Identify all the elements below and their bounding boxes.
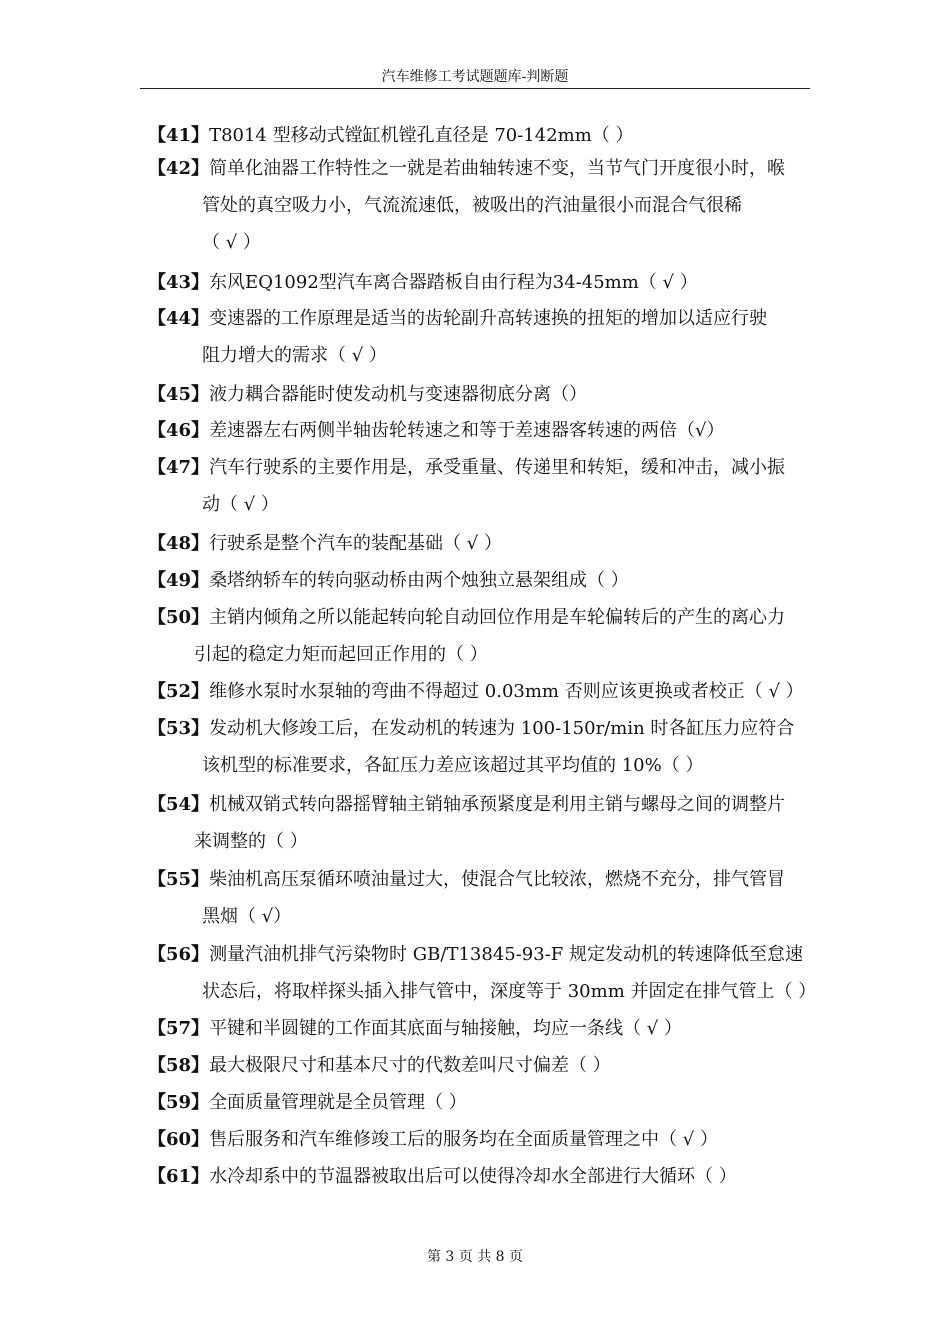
question-text-continued: 状态后，将取样探头插入排气管中，深度等于 30mm 并固定在排气管上（ ）: [202, 981, 817, 1002]
question-54: [148, 786, 812, 860]
question-43: [148, 264, 812, 301]
question-text: 最大极限尺寸和基本尺寸的代数差叫尺寸偏差（ ）: [209, 1055, 611, 1076]
question-text-continued: 动（ √ ）: [202, 494, 279, 515]
question-text: 售后服务和汽车维修竣工后的服务均在全面质量管理之中（ √ ）: [209, 1129, 718, 1150]
question-number: 【50】: [148, 607, 210, 628]
question-text-continued: 阻力增大的需求（ √ ）: [202, 345, 387, 366]
question-number: 【52】: [148, 681, 210, 702]
header-rule: [140, 88, 810, 89]
question-number: 【43】: [148, 272, 210, 293]
question-number: 【45】: [148, 384, 210, 405]
question-number: 【60】: [148, 1129, 210, 1150]
question-number: 【57】: [148, 1018, 210, 1039]
question-48: [148, 525, 812, 562]
question-60: [148, 1121, 812, 1158]
question-number: 【58】: [148, 1055, 210, 1076]
question-text: 行驶系是整个汽车的装配基础（ √ ）: [209, 533, 502, 554]
question-50: [148, 599, 812, 673]
question-55: [148, 861, 812, 935]
question-number: 【55】: [148, 869, 210, 890]
page-header-title: 汽车维修工考试题题库-判断题: [381, 69, 569, 85]
question-text: 简单化油器工作特性之一就是若曲轴转速不变，当节气门开度很小时，喉: [209, 158, 786, 179]
question-text-continued: 管处的真空吸力小，气流流速低，被吸出的汽油量很小而混合气很稀: [202, 195, 742, 216]
question-text-continued: 引起的稳定力矩而起回正作用的（ ）: [194, 644, 488, 665]
question-text: 维修水泵时水泵轴的弯曲不得超过 0.03mm 否则应该更换或者校正（ √ ）: [209, 681, 804, 702]
question-52: [148, 673, 812, 710]
question-number: 【59】: [148, 1092, 210, 1113]
question-text: 东风EQ1092型汽车离合器踏板自由行程为34-45mm（ √ ）: [209, 272, 698, 293]
question-text-continued: （ √ ）: [202, 232, 261, 253]
question-number: 【53】: [148, 718, 210, 739]
question-56: [148, 936, 817, 1010]
question-text: 主销内倾角之所以能起转向轮自动回位作用是车轮偏转后的产生的离心力: [209, 607, 786, 628]
question-number: 【54】: [148, 794, 210, 815]
question-number: 【61】: [148, 1166, 210, 1187]
question-text: 液力耦合器能时使发动机与变速器彻底分离（）: [209, 384, 588, 405]
question-44: [148, 300, 812, 374]
question-text: 桑塔纳轿车的转向驱动桥由两个烛独立悬架组成（ ）: [209, 570, 629, 591]
question-text: 平键和半圆键的工作面其底面与轴接触，均应一条线（ √ ）: [209, 1018, 682, 1039]
question-46: [148, 412, 812, 449]
question-text-continued: 来调整的（ ）: [194, 831, 308, 852]
question-number: 【56】: [148, 944, 210, 965]
question-text: 机械双销式转向器摇臂轴主销轴承预紧度是利用主销与螺母之间的调整片: [209, 794, 786, 815]
question-text-continued: 该机型的标准要求，各缸压力差应该超过其平均值的 10%（ ）: [202, 755, 704, 776]
page-footer: 第 3 页 共 8 页: [426, 1249, 524, 1265]
question-number: 【48】: [148, 533, 210, 554]
question-47: [148, 449, 812, 523]
question-text: 汽车行驶系的主要作用是，承受重量、传递里和转矩，缓和冲击，减小振: [209, 457, 786, 478]
question-number: 【44】: [148, 308, 210, 329]
question-number: 【42】: [148, 158, 210, 179]
question-text: 差速器左右两侧半轴齿轮转速之和等于差速器客转速的两倍（√）: [209, 420, 725, 441]
question-text-continued: 黑烟（ √）: [202, 906, 292, 927]
question-42: [148, 150, 812, 261]
question-number: 【41】: [148, 125, 210, 146]
question-number: 【49】: [148, 570, 210, 591]
question-text: T8014 型移动式镗缸机镗孔直径是 70-142mm（ ）: [209, 125, 634, 146]
question-text: 柴油机高压泵循环喷油量过大，使混合气比较浓，燃烧不充分，排气管冒: [209, 869, 786, 890]
question-text: 全面质量管理就是全员管理（ ）: [209, 1092, 467, 1113]
question-59: [148, 1084, 812, 1121]
question-45: [148, 376, 812, 413]
question-text: 发动机大修竣工后，在发动机的转速为 100-150r/min 时各缸压力应符合: [209, 718, 795, 739]
question-58: [148, 1047, 812, 1084]
question-57: [148, 1010, 812, 1047]
question-61: [148, 1158, 812, 1195]
question-41: [148, 117, 812, 154]
question-number: 【46】: [148, 420, 210, 441]
question-number: 【47】: [148, 457, 210, 478]
question-text: 水冷却系中的节温器被取出后可以使得冷却水全部进行大循环（ ）: [209, 1166, 737, 1187]
question-text: 变速器的工作原理是适当的齿轮副升高转速换的扭矩的增加以适应行驶: [209, 308, 768, 329]
question-53: [148, 710, 812, 784]
question-49: [148, 562, 812, 599]
question-text: 测量汽油机排气污染物时 GB/T13845-93-F 规定发动机的转速降低至怠速: [209, 944, 803, 965]
